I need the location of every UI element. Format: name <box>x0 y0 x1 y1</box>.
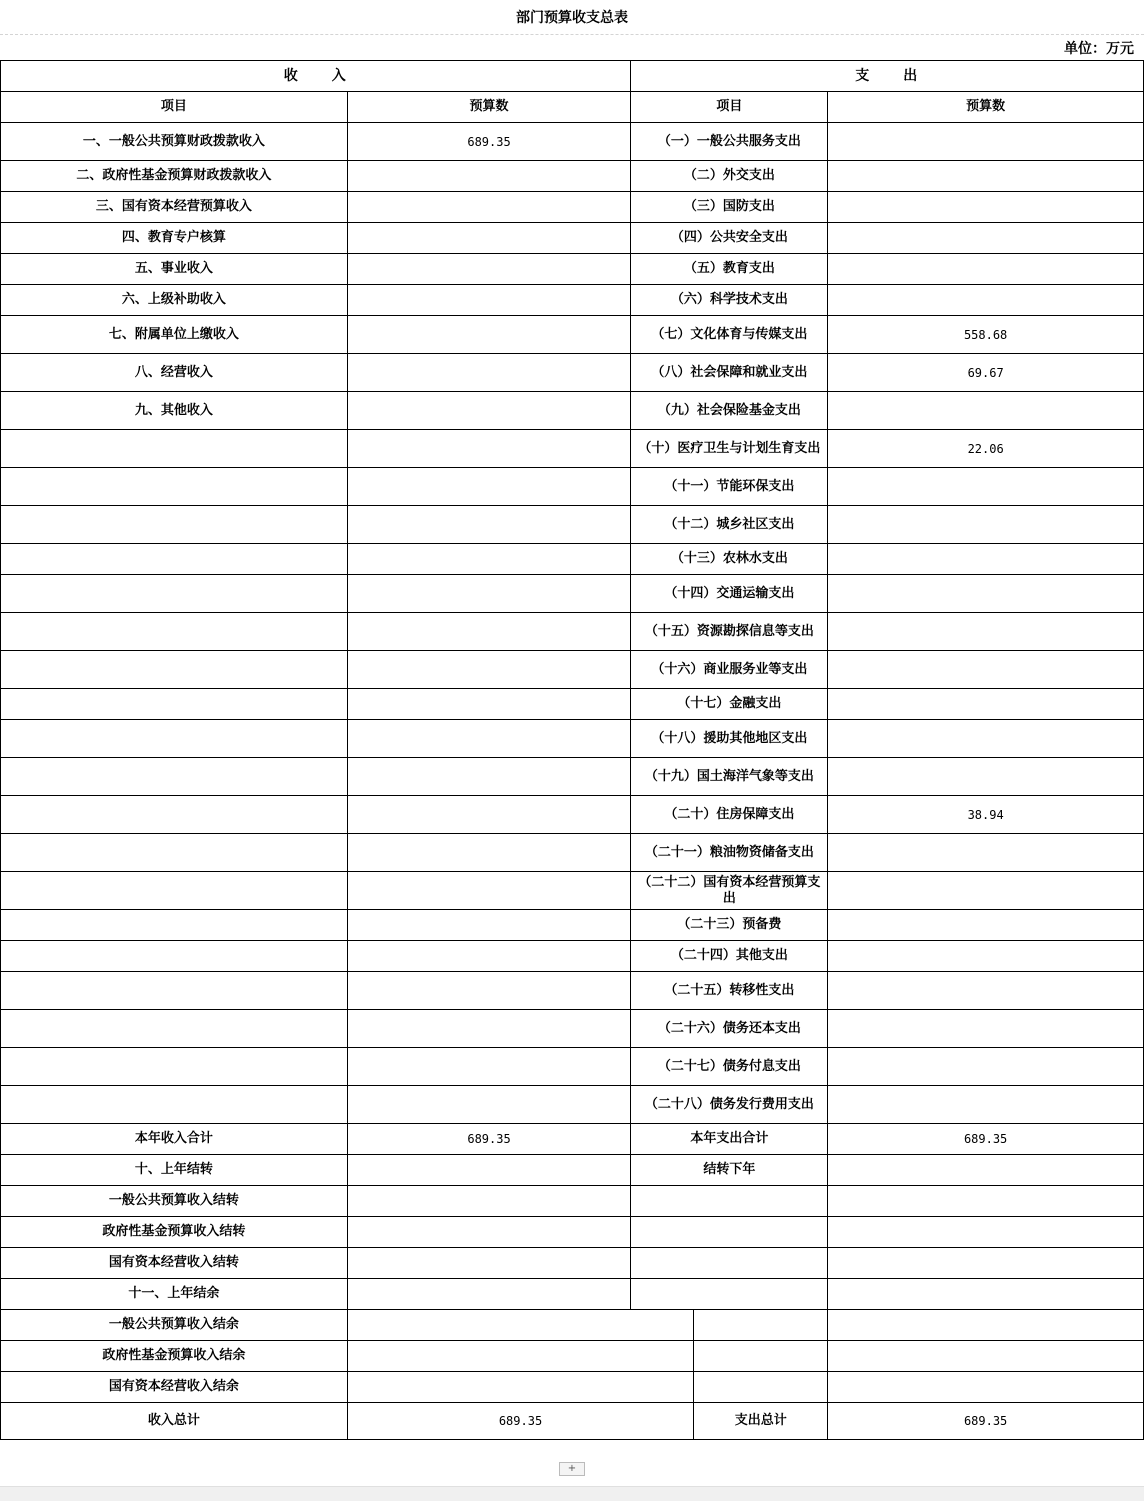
carry-expense-value <box>828 1279 1144 1310</box>
income-item-cell <box>1 575 348 613</box>
table-row <box>1 613 1144 651</box>
income-amount-cell <box>347 354 631 392</box>
expense-item-cell: （二十四）其他支出 <box>631 941 828 972</box>
expense-item-cell: （十六）商业服务业等支出 <box>631 651 828 689</box>
expense-item-cell: （二）外交支出 <box>631 161 828 192</box>
table-row <box>1 1010 1144 1048</box>
table-row <box>1 1086 1144 1124</box>
expense-item-cell: （十八）援助其他地区支出 <box>631 720 828 758</box>
income-item-cell <box>1 1010 348 1048</box>
expense-item-cell: （八）社会保障和就业支出 <box>631 354 828 392</box>
carry-row <box>1 1248 1144 1279</box>
expense-item-cell: （二十八）债务发行费用支出 <box>631 1086 828 1124</box>
income-amount-cell <box>347 1086 631 1124</box>
carry-expense-value <box>828 1248 1144 1279</box>
table-row <box>1 123 1144 161</box>
carry-income-label: 一般公共预算收入结转 <box>1 1186 348 1217</box>
expense-amount-cell <box>828 392 1144 430</box>
carry-expense-value <box>828 1155 1144 1186</box>
table-row <box>1 223 1144 254</box>
income-section-header: 收 入 <box>1 61 631 92</box>
carry-expense-label <box>631 1248 828 1279</box>
column-header-row <box>1 92 1144 123</box>
table-row <box>1 834 1144 872</box>
expense-item-cell: （二十七）债务付息支出 <box>631 1048 828 1086</box>
expense-amount-cell <box>828 1048 1144 1086</box>
income-amount-cell <box>347 575 631 613</box>
expense-item-cell: （十五）资源勘探信息等支出 <box>631 613 828 651</box>
income-item-cell: 二、政府性基金预算财政拨款收入 <box>1 161 348 192</box>
expense-amount-cell: 22.06 <box>828 430 1144 468</box>
surplus-income-value <box>347 1372 694 1403</box>
expense-item-header: 项目 <box>631 92 828 123</box>
surplus-income-value <box>347 1341 694 1372</box>
table-row <box>1 651 1144 689</box>
income-amount-cell: 689.35 <box>347 123 631 161</box>
expense-item-cell: （三）国防支出 <box>631 192 828 223</box>
carry-row <box>1 1279 1144 1310</box>
expense-item-cell: （十二）城乡社区支出 <box>631 506 828 544</box>
income-item-cell <box>1 544 348 575</box>
add-sheet-button[interactable]: + <box>559 1462 585 1476</box>
table-row <box>1 1048 1144 1086</box>
expense-total-value: 689.35 <box>828 1124 1144 1155</box>
income-amount-cell <box>347 758 631 796</box>
income-amount-cell <box>347 941 631 972</box>
income-amount-cell <box>347 720 631 758</box>
carry-row <box>1 1155 1144 1186</box>
income-item-cell <box>1 910 348 941</box>
expense-amount-cell <box>828 123 1144 161</box>
table-row <box>1 575 1144 613</box>
income-amount-cell <box>347 796 631 834</box>
carry-expense-label <box>631 1217 828 1248</box>
carry-income-value <box>347 1248 631 1279</box>
expense-total-label: 本年支出合计 <box>631 1124 828 1155</box>
carry-row <box>1 1186 1144 1217</box>
surplus-income-label: 一般公共预算收入结余 <box>1 1310 348 1341</box>
income-item-cell: 六、上级补助收入 <box>1 285 348 316</box>
carry-expense-label <box>631 1279 828 1310</box>
expense-item-cell: （四）公共安全支出 <box>631 223 828 254</box>
carry-expense-value <box>828 1217 1144 1248</box>
income-amount-header: 预算数 <box>347 92 631 123</box>
income-item-cell <box>1 872 348 910</box>
expense-item-cell: （十九）国土海洋气象等支出 <box>631 758 828 796</box>
budget-table-body <box>1 61 1144 1440</box>
expense-amount-cell <box>828 506 1144 544</box>
income-amount-cell <box>347 506 631 544</box>
expense-amount-cell <box>828 1086 1144 1124</box>
expense-item-cell: （七）文化体育与传媒支出 <box>631 316 828 354</box>
table-row <box>1 285 1144 316</box>
expense-item-cell: （二十）住房保障支出 <box>631 796 828 834</box>
carry-income-value <box>347 1186 631 1217</box>
income-amount-cell <box>347 468 631 506</box>
income-amount-cell <box>347 392 631 430</box>
table-row <box>1 392 1144 430</box>
carry-expense-label: 结转下年 <box>631 1155 828 1186</box>
carry-expense-label <box>631 1186 828 1217</box>
income-item-cell <box>1 651 348 689</box>
table-row <box>1 720 1144 758</box>
income-item-cell: 七、附属单位上缴收入 <box>1 316 348 354</box>
sheet-bar <box>0 1486 1144 1501</box>
expense-item-cell: （十）医疗卫生与计划生育支出 <box>631 430 828 468</box>
surplus-row <box>1 1341 1144 1372</box>
table-row <box>1 506 1144 544</box>
carry-expense-value <box>828 1186 1144 1217</box>
table-row <box>1 689 1144 720</box>
income-item-cell <box>1 1048 348 1086</box>
table-row <box>1 316 1144 354</box>
income-item-cell: 一、一般公共预算财政拨款收入 <box>1 123 348 161</box>
carry-income-label: 国有资本经营收入结转 <box>1 1248 348 1279</box>
expense-amount-cell <box>828 872 1144 910</box>
expense-section-header: 支 出 <box>631 61 1144 92</box>
income-amount-cell <box>347 651 631 689</box>
income-amount-cell <box>347 316 631 354</box>
surplus-expense-value <box>828 1341 1144 1372</box>
carry-income-value <box>347 1279 631 1310</box>
income-item-cell <box>1 506 348 544</box>
income-item-cell <box>1 430 348 468</box>
table-row <box>1 796 1144 834</box>
income-total-label: 本年收入合计 <box>1 1124 348 1155</box>
table-row <box>1 468 1144 506</box>
income-item-cell <box>1 720 348 758</box>
income-amount-cell <box>347 430 631 468</box>
income-item-cell <box>1 941 348 972</box>
income-amount-cell <box>347 910 631 941</box>
table-row <box>1 161 1144 192</box>
income-amount-cell <box>347 1010 631 1048</box>
surplus-expense-value <box>828 1372 1144 1403</box>
income-item-cell <box>1 796 348 834</box>
expense-amount-cell <box>828 834 1144 872</box>
income-amount-cell <box>347 192 631 223</box>
expense-amount-cell <box>828 575 1144 613</box>
income-item-cell: 九、其他收入 <box>1 392 348 430</box>
expense-amount-cell <box>828 544 1144 575</box>
income-item-cell: 五、事业收入 <box>1 254 348 285</box>
income-amount-cell <box>347 285 631 316</box>
income-item-cell <box>1 689 348 720</box>
expense-item-cell: （十三）农林水支出 <box>631 544 828 575</box>
unit-label: 单位：万元 <box>1064 40 1134 57</box>
carry-income-value <box>347 1155 631 1186</box>
income-item-cell: 三、国有资本经营预算收入 <box>1 192 348 223</box>
expense-item-cell: （二十二）国有资本经营预算支出 <box>631 872 828 910</box>
expense-amount-cell: 38.94 <box>828 796 1144 834</box>
expense-item-cell: （十一）节能环保支出 <box>631 468 828 506</box>
expense-item-cell: （五）教育支出 <box>631 254 828 285</box>
income-amount-cell <box>347 1048 631 1086</box>
expense-amount-cell <box>828 161 1144 192</box>
table-row <box>1 192 1144 223</box>
expense-amount-cell: 69.67 <box>828 354 1144 392</box>
income-item-header: 项目 <box>1 92 348 123</box>
expense-amount-header: 预算数 <box>828 92 1144 123</box>
surplus-row <box>1 1372 1144 1403</box>
income-item-cell: 四、教育专户核算 <box>1 223 348 254</box>
income-grand-total-value: 689.35 <box>347 1403 694 1440</box>
expense-item-cell: （二十五）转移性支出 <box>631 972 828 1010</box>
income-amount-cell <box>347 254 631 285</box>
expense-grand-total-label: 支出总计 <box>694 1403 828 1440</box>
table-row <box>1 972 1144 1010</box>
income-item-cell <box>1 468 348 506</box>
income-amount-cell <box>347 161 631 192</box>
income-amount-cell <box>347 613 631 651</box>
income-amount-cell <box>347 223 631 254</box>
expense-item-cell: （九）社会保险基金支出 <box>631 392 828 430</box>
expense-item-cell: （二十一）粮油物资储备支出 <box>631 834 828 872</box>
surplus-income-value <box>347 1310 694 1341</box>
income-item-cell <box>1 758 348 796</box>
carry-income-label: 十一、上年结余 <box>1 1279 348 1310</box>
income-item-cell <box>1 834 348 872</box>
income-amount-cell <box>347 872 631 910</box>
table-row <box>1 354 1144 392</box>
expense-item-cell: （二十六）债务还本支出 <box>631 1010 828 1048</box>
expense-item-cell: （六）科学技术支出 <box>631 285 828 316</box>
expense-amount-cell <box>828 254 1144 285</box>
table-row <box>1 941 1144 972</box>
surplus-expense-label <box>694 1310 828 1341</box>
expense-amount-cell <box>828 972 1144 1010</box>
table-row <box>1 430 1144 468</box>
table-title: 部门预算收支总表 <box>0 0 1144 35</box>
expense-amount-cell <box>828 651 1144 689</box>
expense-grand-total-value: 689.35 <box>828 1403 1144 1440</box>
table-row <box>1 872 1144 910</box>
table-row <box>1 910 1144 941</box>
surplus-expense-label <box>694 1372 828 1403</box>
expense-amount-cell <box>828 223 1144 254</box>
income-total-value: 689.35 <box>347 1124 631 1155</box>
income-amount-cell <box>347 544 631 575</box>
income-amount-cell <box>347 834 631 872</box>
surplus-income-label: 政府性基金预算收入结余 <box>1 1341 348 1372</box>
table-row <box>1 758 1144 796</box>
expense-amount-cell <box>828 720 1144 758</box>
expense-amount-cell <box>828 613 1144 651</box>
surplus-expense-value <box>828 1310 1144 1341</box>
expense-amount-cell: 558.68 <box>828 316 1144 354</box>
expense-item-cell: （十七）金融支出 <box>631 689 828 720</box>
income-amount-cell <box>347 972 631 1010</box>
income-grand-total-label: 收入总计 <box>1 1403 348 1440</box>
surplus-expense-label <box>694 1341 828 1372</box>
carry-income-label: 政府性基金预算收入结转 <box>1 1217 348 1248</box>
income-item-cell <box>1 972 348 1010</box>
totals-row <box>1 1124 1144 1155</box>
income-item-cell <box>1 1086 348 1124</box>
expense-amount-cell <box>828 758 1144 796</box>
budget-table <box>0 60 1144 1440</box>
expense-item-cell: （一）一般公共服务支出 <box>631 123 828 161</box>
expense-item-cell: （十四）交通运输支出 <box>631 575 828 613</box>
income-amount-cell <box>347 689 631 720</box>
carry-income-label: 十、上年结转 <box>1 1155 348 1186</box>
expense-amount-cell <box>828 1010 1144 1048</box>
expense-amount-cell <box>828 941 1144 972</box>
expense-amount-cell <box>828 910 1144 941</box>
section-header-row <box>1 61 1144 92</box>
carry-income-value <box>347 1217 631 1248</box>
surplus-row <box>1 1310 1144 1341</box>
table-row <box>1 254 1144 285</box>
income-item-cell <box>1 613 348 651</box>
income-item-cell: 八、经营收入 <box>1 354 348 392</box>
expense-amount-cell <box>828 468 1144 506</box>
expense-amount-cell <box>828 285 1144 316</box>
table-row <box>1 544 1144 575</box>
surplus-income-label: 国有资本经营收入结余 <box>1 1372 348 1403</box>
expense-amount-cell <box>828 192 1144 223</box>
grand-total-row <box>1 1403 1144 1440</box>
expense-amount-cell <box>828 689 1144 720</box>
expense-item-cell: （二十三）预备费 <box>631 910 828 941</box>
carry-row <box>1 1217 1144 1248</box>
